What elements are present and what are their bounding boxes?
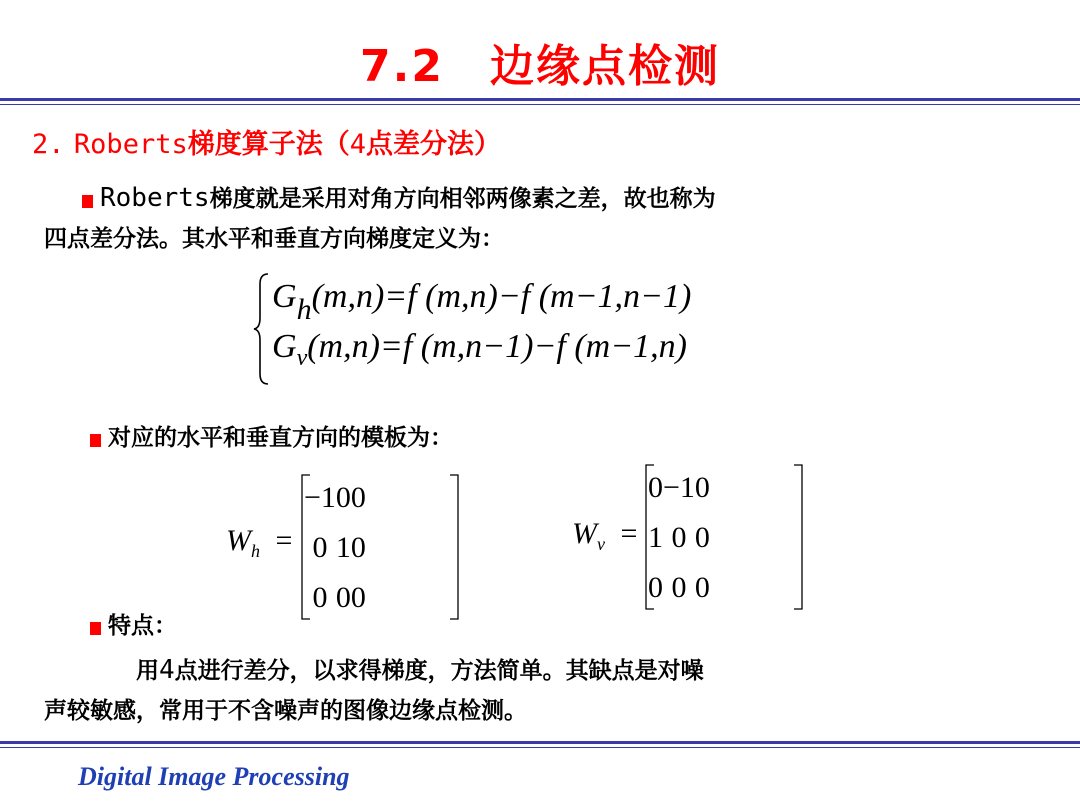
subhead-roberts: Roberts <box>73 129 188 160</box>
eq-v-rhs: (m,n)=f (m,n−1)−f (m−1,n) <box>307 328 687 365</box>
eq-h-rhs: (m,n)=f (m,n)−f (m−1,n−1) <box>311 278 692 315</box>
equation-brace <box>252 270 272 388</box>
features-text <box>44 650 1044 731</box>
matrix-cell: 1 <box>648 521 663 554</box>
roberts-description <box>44 178 1044 259</box>
matrix-wh-label <box>226 523 292 562</box>
para1-line1: 梯度就是采用对角方向相邻两像素之差，故也称为 <box>209 186 716 212</box>
wv-sub: v <box>597 534 605 554</box>
matrix-cell: 0 <box>350 481 366 514</box>
subhead-text: 梯度算子法（ <box>187 129 350 160</box>
features-line1a: 用 <box>136 658 159 684</box>
features-num: 4 <box>159 655 175 685</box>
matrix-wh-table <box>304 473 366 623</box>
matrix-cell: −1 <box>304 481 336 514</box>
roberts-word: Roberts <box>100 183 210 213</box>
template-intro-text: 对应的水平和垂直方向的模板为： <box>108 425 453 451</box>
matrix-wv-label <box>572 516 637 555</box>
footer-text: Digital Image Processing <box>78 762 350 791</box>
equation-row-h <box>272 278 692 326</box>
bullet-icon <box>90 622 101 635</box>
bullet-icon <box>90 434 101 447</box>
matrix-cell: 0 <box>350 581 366 614</box>
wv-eq: = <box>620 517 638 550</box>
matrix-cell: 1 <box>335 531 351 564</box>
eq-h-sub: h <box>296 292 312 326</box>
matrix-cell: 0 <box>694 521 710 554</box>
wh-letter: W <box>226 524 251 557</box>
eq-v-sub: v <box>296 344 308 371</box>
eq-h-lhs: G <box>272 278 297 315</box>
subhead-text2: 点差分法） <box>365 129 501 160</box>
matrix-cell: 0 <box>350 531 366 564</box>
eq-v-lhs: G <box>272 328 297 365</box>
matrix-cell: 0 <box>648 571 663 604</box>
matrix-wv-table <box>648 463 710 613</box>
matrix-cell: 0 <box>694 571 710 604</box>
features-label-text: 特点： <box>108 613 177 639</box>
equation-row-v <box>272 328 687 372</box>
features-label <box>90 606 1080 646</box>
matrix-cell: 0 <box>335 581 351 614</box>
bottom-rule-thin <box>0 747 1080 748</box>
matrix-cell: 0 <box>671 571 687 604</box>
template-intro <box>90 418 1080 458</box>
top-rule-thin <box>0 104 1080 105</box>
section-subhead <box>32 122 501 161</box>
bullet-icon <box>82 195 93 208</box>
wh-eq: = <box>275 524 293 557</box>
subhead-number: 2. <box>32 129 65 160</box>
matrix-cell: 0 <box>694 471 710 504</box>
wh-sub: h <box>251 541 260 561</box>
matrix-cell: 0 <box>671 521 687 554</box>
slide-title: 7.2 边缘点检测 <box>360 41 720 92</box>
subhead-num4: 4 <box>349 129 366 160</box>
features-line1b: 点进行差分，以求得梯度，方法简单。其缺点是对噪 <box>174 658 704 684</box>
matrix-cell: 0 <box>312 531 328 564</box>
matrix-cell: −1 <box>663 471 695 504</box>
para1-line2: 四点差分法。其水平和垂直方向梯度定义为： <box>44 226 504 252</box>
matrix-cell: 0 <box>648 471 663 504</box>
wv-letter: W <box>572 517 597 550</box>
top-rule <box>0 98 1080 101</box>
matrix-cell: 0 <box>312 581 328 614</box>
bottom-rule <box>0 741 1080 744</box>
features-line2: 声较敏感，常用于不含噪声的图像边缘点检测。 <box>44 698 527 724</box>
matrix-cell: 0 <box>335 481 351 514</box>
